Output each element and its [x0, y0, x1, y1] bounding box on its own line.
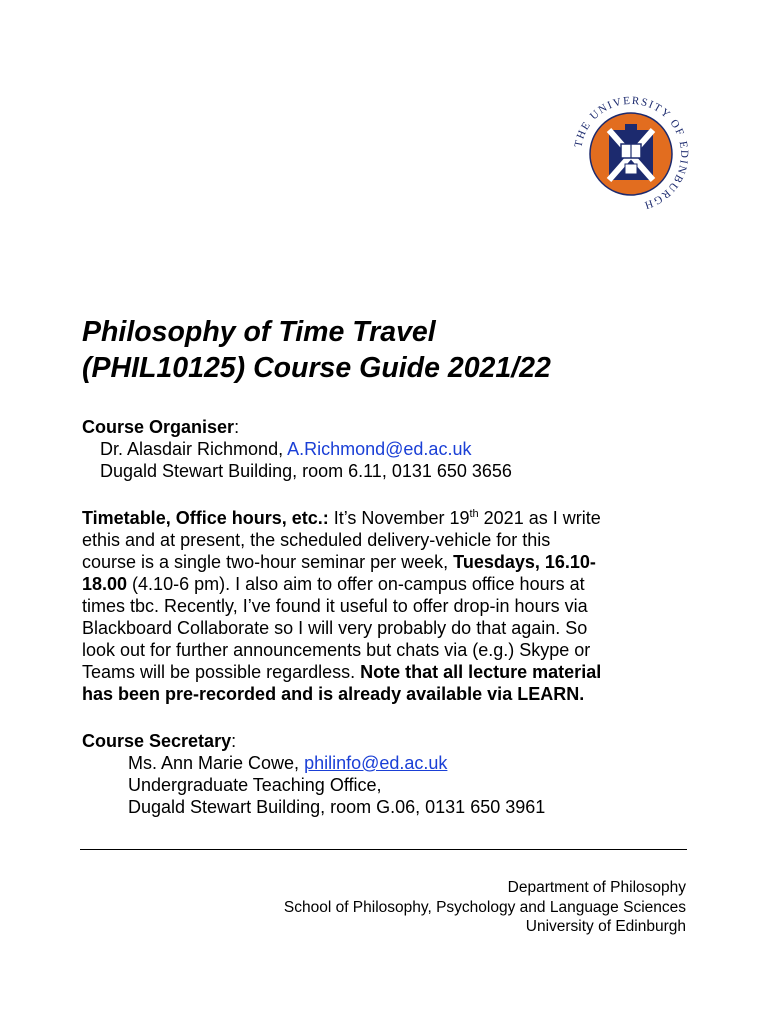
footer-divider	[80, 849, 687, 850]
university-crest-logo	[571, 94, 691, 214]
secretary-name: Ms. Ann Marie Cowe,	[128, 753, 305, 773]
seminar-day-time: Tuesdays, 16.10-	[453, 552, 596, 572]
organiser-heading-line	[82, 416, 722, 438]
seminar-end-time: 18.00	[82, 574, 128, 594]
organiser-address: Dugald Stewart Building, room 6.11, 0131 650 3656	[100, 461, 512, 481]
timetable-line-8	[82, 661, 722, 683]
timetable-text: (4.10-6 pm). I also aim to offer on-campus office hours at	[127, 574, 585, 594]
crest-ring-text: THE UNIVERSITY OF EDINBURGH	[572, 94, 691, 212]
timetable-line-6: Blackboard Collaborate so I will very probably do that again. So	[82, 618, 588, 638]
page-title	[82, 314, 722, 386]
timetable-line-7: look out for further announcements but chats via (e.g.) Skype or	[82, 640, 591, 660]
timetable-section	[82, 507, 722, 705]
title-line-2: (PHIL10125) Course Guide 2021/22	[82, 352, 551, 384]
timetable-line-3	[82, 551, 722, 573]
organiser-name: Dr. Alasdair Richmond,	[100, 439, 288, 459]
secretary-office: Undergraduate Teaching Office,	[128, 775, 382, 795]
organiser-colon: :	[234, 417, 240, 437]
secretary-address: Dugald Stewart Building, room G.06, 0131 650 3961	[128, 797, 546, 817]
footer	[284, 878, 686, 937]
organiser-contact	[82, 438, 722, 460]
timetable-text: Teams will be possible regardless.	[82, 662, 361, 682]
organiser-heading: Course Organiser	[82, 417, 235, 437]
title-line-1: Philosophy of Time Travel	[82, 316, 436, 348]
timetable-heading: Timetable, Office hours, etc.:	[82, 508, 329, 528]
footer-school: School of Philosophy, Psychology and Language Sciences	[283, 898, 686, 916]
organiser-section	[82, 416, 722, 482]
organiser-email-link[interactable]: A.Richmond@ed.ac.uk	[287, 439, 472, 459]
lecture-note: Note that all lecture material	[360, 662, 602, 682]
secretary-section	[82, 730, 722, 818]
footer-department: Department of Philosophy	[507, 879, 686, 896]
timetable-text: course is a single two-hour seminar per week,	[82, 552, 454, 572]
timetable-line-5: times tbc. Recently, I’ve found it useful to offer drop-in hours via	[82, 596, 588, 616]
ordinal-suffix: th	[469, 508, 479, 520]
timetable-text: 2021 as I write	[478, 508, 601, 528]
secretary-heading-line	[82, 730, 722, 752]
timetable-line-1	[82, 507, 722, 529]
timetable-text: It’s November 19	[328, 508, 470, 528]
secretary-contact	[82, 752, 722, 774]
secretary-email-link[interactable]: philinfo@ed.ac.uk	[304, 753, 448, 773]
timetable-line-9: has been pre-recorded and is already available via LEARN.	[82, 684, 585, 704]
timetable-line-2: ethis and at present, the scheduled delivery-vehicle for this	[82, 530, 551, 550]
timetable-line-4	[82, 573, 722, 595]
footer-university: University of Edinburgh	[525, 918, 686, 935]
secretary-colon: :	[231, 731, 237, 751]
secretary-heading: Course Secretary	[82, 731, 232, 751]
